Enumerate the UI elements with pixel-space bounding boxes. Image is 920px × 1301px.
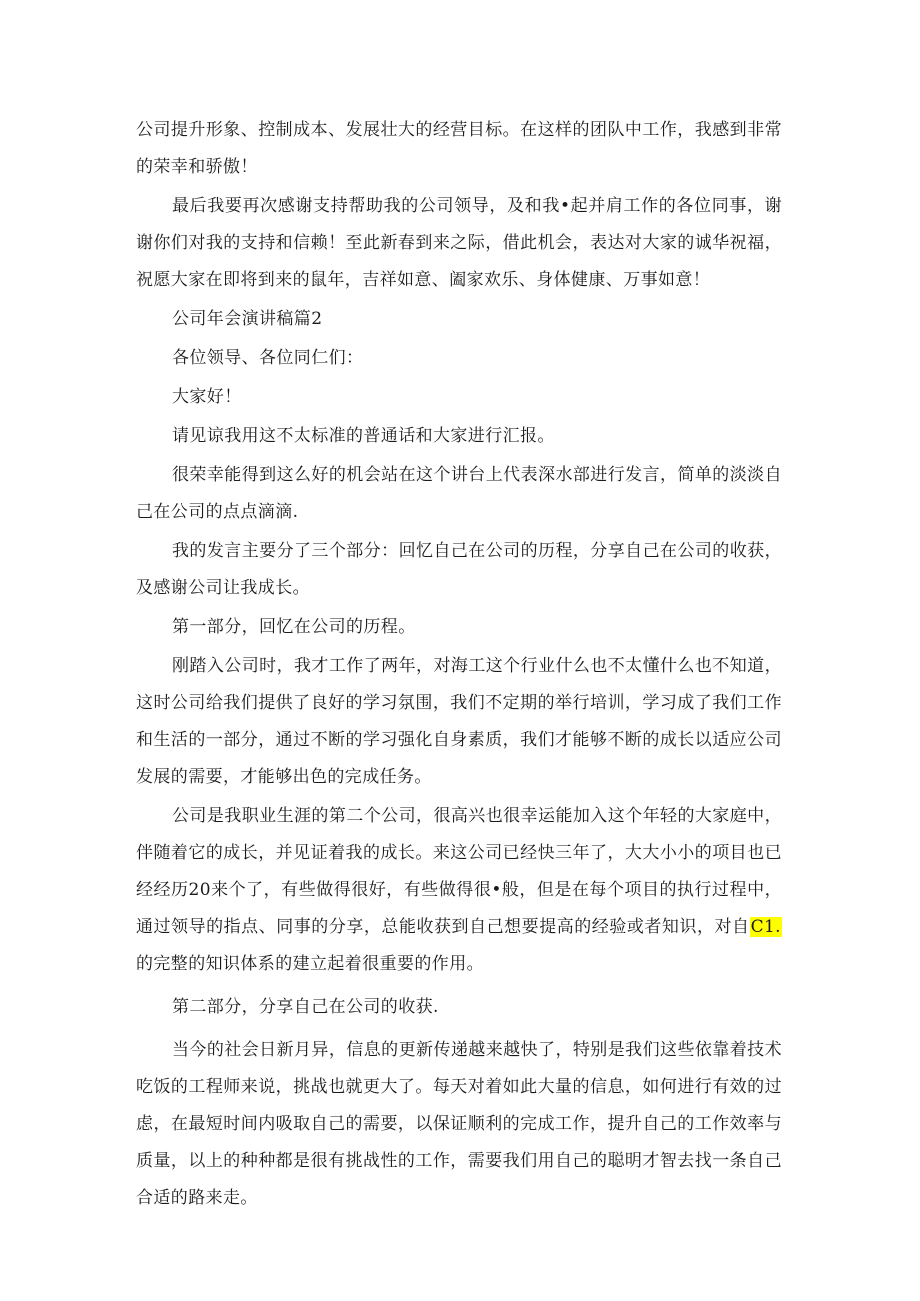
greeting: 大家好！ bbox=[172, 387, 242, 407]
part-one-heading: 第一部分，回忆在公司的历程。 bbox=[172, 617, 416, 637]
paragraph-honor: 很荣幸能得到这么好的机会站在这个讲台上代表深水部进行发言，简单的淡淡自己在公司的点点滴滴. bbox=[136, 465, 782, 522]
part-two-heading: 第二部分，分享自己在公司的收获. bbox=[172, 997, 439, 1017]
paragraph-2: 最后我要再次感谢支持帮助我的公司领导，及和我•起并肩工作的各位同事，谢谢你们对我的支持和信赖！至此新春到来之际，借此机会，表达对大家的诚华祝福，祝愿大家在即将到来的鼠年，吉祥如意、阖家欢乐、身体健康、万事如意！ bbox=[136, 196, 782, 290]
paragraph-outline: 我的发言主要分了三个部分：回忆自己在公司的历程，分享自己在公司的收获，及感谢公司让我成长。 bbox=[136, 541, 782, 598]
salutation: 各位领导、各位同仁们： bbox=[172, 348, 364, 368]
highlighted-text: C1. bbox=[750, 917, 781, 937]
paragraph-part-one: 刚踏入公司时，我才工作了两年，对海工这个行业什么也不太懂什么也不知道，这时公司给我们提供了良好的学习氛围，我们不定期的举行培训，学习成了我们工作和生活的一部分，通过不断的学习强化自身素质，我们才能够不断的成长以适应公司发展的需要，才能够出色的完成任务。 bbox=[136, 656, 782, 787]
section-heading: 公司年会演讲稿篇2 bbox=[172, 309, 323, 329]
document-body bbox=[136, 112, 782, 1217]
paragraph-part-two: 当今的社会日新月异，信息的更新传递越来越快了，特别是我们这些依靠着技术吃饭的工程师来说，挑战也就更大了。每天对着如此大量的信息，如何进行有效的过虑，在最短时间内吸取自己的需要，以保证顺利的完成工作，提升自己的工作效率与质量，以上的种种都是很有挑战性的工作，需要我们用自己的聪明才智去找一条自己合适的路来走。 bbox=[136, 1040, 782, 1208]
paragraph-1: 公司提升形象、控制成本、发展壮大的经营目标。在这样的团队中工作，我感到非常的荣幸和骄傲！ bbox=[136, 120, 782, 177]
paragraph-career-text-a: 公司是我职业生涯的第二个公司，很高兴也很幸运能加入这个年轻的大家庭中，伴随着它的成长，并见证着我的成长。来这公司已经快三年了，大大小小的项目也已经经历20来个了，有些做得很好，有些做得很•般，但是在每个项目的执行过程中，通过领导的指点、同事的分享，总能收获到自己想要提高的经验或者知识，对自 bbox=[136, 806, 782, 937]
paragraph-career-text-b: 的完整的知识体系的建立起着很重要的作用。 bbox=[136, 954, 484, 974]
paragraph-career bbox=[136, 798, 782, 983]
paragraph-apology: 请见谅我用这不太标准的普通话和大家进行汇报。 bbox=[172, 426, 555, 446]
